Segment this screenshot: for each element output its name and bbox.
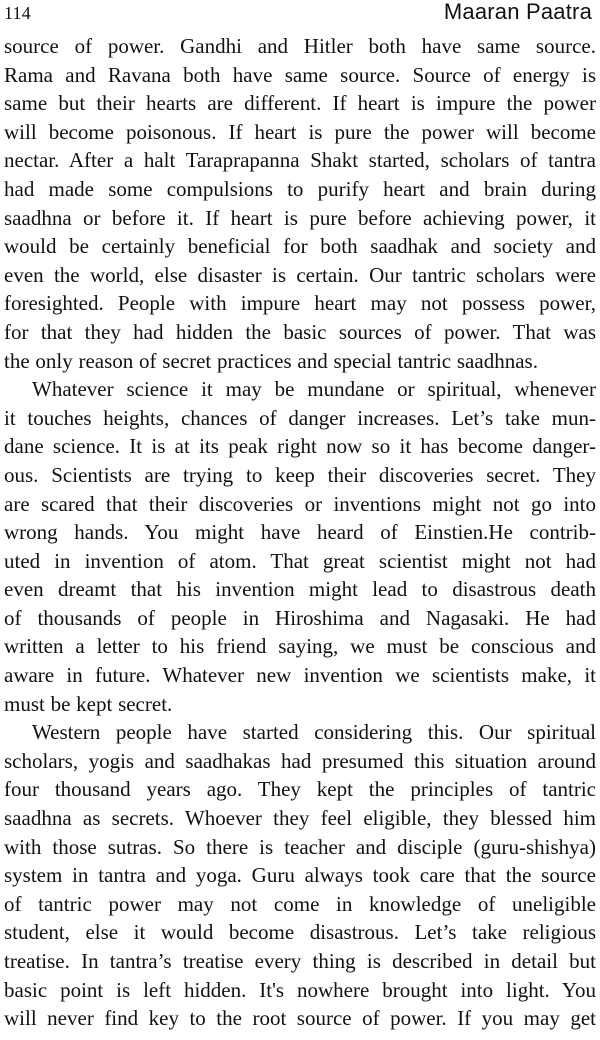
text-line: with those sutras. So there is teacher and disciple (guru-shishya) — [4, 834, 596, 859]
text-line: four thousand years ago. They kept the principles of tantric — [4, 777, 596, 802]
text-line: will become poisonous. If heart is pure the power will become — [4, 119, 596, 144]
text-line: the only reason of secret practices and special tantric saadhnas. — [4, 348, 538, 373]
text-line: saadhna as secrets. Whoever they feel eligible, they blessed him — [4, 806, 596, 831]
text-line: saadhna or before it. If heart is pure before achieving power, it — [4, 205, 596, 230]
text-line: dane science. It is at its peak right now so it has become danger- — [4, 434, 596, 459]
text-line: had made some compulsions to purify heart and brain during — [4, 176, 596, 201]
text-line: scholars, yogis and saadhakas had presumed this situation around — [4, 748, 596, 773]
text-line: even dreamt that his invention might lead to disastrous death — [4, 577, 596, 602]
text-line: nectar. After a halt Taraprapanna Shakt started, scholars of tantra — [4, 148, 596, 173]
text-line: are scared that their discoveries or inventions might not go into — [4, 491, 596, 516]
text-line: student, else it would become disastrous. Let’s take religious — [4, 920, 596, 945]
page-header — [0, 0, 600, 28]
text-line: Rama and Ravana both have same source. Source of energy is — [4, 62, 596, 87]
text-line: source of power. Gandhi and Hitler both have same source. — [4, 34, 596, 58]
text-line: system in tantra and yoga. Guru always took care that the source — [4, 863, 596, 888]
text-line: of thousands of people in Hiroshima and Nagasaki. He had — [4, 605, 596, 630]
text-line: foresighted. People with impure heart may not possess power, — [4, 291, 596, 316]
text-line: of tantric power may not come in knowledge of uneligible — [4, 891, 596, 916]
text-line: ous. Scientists are trying to keep their discoveries secret. They — [4, 462, 596, 487]
text-line: basic point is left hidden. It's nowhere brought into light. You — [4, 977, 596, 1002]
text-line: written a letter to his friend saying, we must be conscious and — [4, 634, 596, 659]
text-line: even the world, else disaster is certain. Our tantric scholars were — [4, 262, 596, 287]
text-line: wrong hands. You might have heard of Einstien.He contrib- — [4, 520, 596, 545]
paragraph-first-line: Whatever science it may be mundane or spiritual, whenever — [32, 377, 596, 402]
text-line: treatise. In tantra’s treatise every thing is described in detail but — [4, 949, 596, 973]
text-line: would be certainly beneficial for both saadhak and society and — [4, 234, 596, 259]
body-text — [0, 32, 600, 1033]
running-title: Maaran Paatra — [443, 0, 592, 24]
text-line: aware in future. Whatever new invention we scientists make, it — [4, 663, 596, 688]
text-line: will never find key to the root source of power. If you may get — [4, 1006, 596, 1031]
text-line: it touches heights, chances of danger increases. Let’s take mun- — [4, 405, 596, 430]
text-line: same but their hearts are different. If heart is impure the power — [4, 91, 596, 116]
page-number: 114 — [4, 3, 31, 23]
text-line: must be kept secret. — [4, 691, 173, 716]
paragraph-first-line: Western people have started considering this. Our spiritual — [32, 720, 596, 745]
text-line: for that they had hidden the basic sources of power. That was — [4, 319, 596, 344]
text-line: uted in invention of atom. That great scientist might not had — [4, 548, 596, 573]
